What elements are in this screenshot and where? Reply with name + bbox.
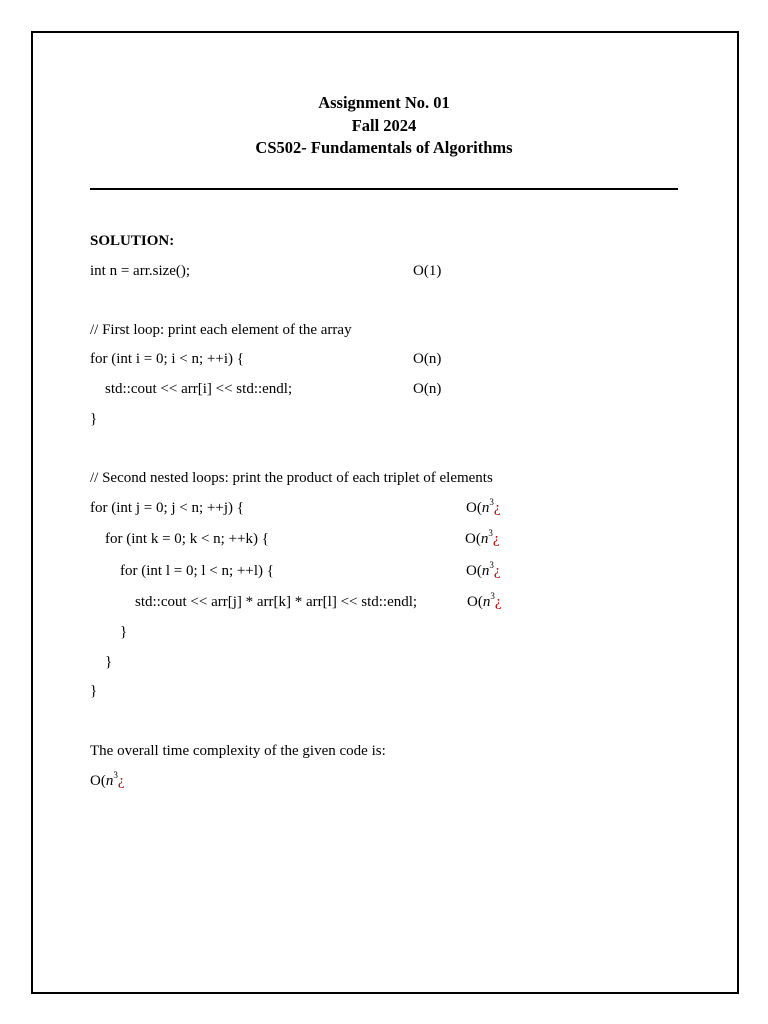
overall-complexity: $O(n^3¿$ <box>90 770 125 789</box>
complexity-for-l: $O(n^3¿$ <box>466 560 501 579</box>
header-divider <box>90 188 678 190</box>
code-line-cout-i: std::cout << arr[i] << std::endl; <box>105 381 293 397</box>
solution-label: SOLUTION: <box>90 233 175 249</box>
complexity-for-j: $O(n^3¿$ <box>466 497 501 516</box>
complexity-for-k: $O(n^3¿$ <box>465 528 500 547</box>
complexity-size: O(1) <box>413 263 442 279</box>
code-line-close-j: } <box>90 683 98 699</box>
code-line-close-1: } <box>90 411 98 427</box>
code-line-for-i: for (int i = 0; i < n; ++i) { <box>90 351 244 367</box>
code-line-for-k: for (int k = 0; k < n; ++k) { <box>105 531 269 547</box>
code-line-size: int n = arr.size(); <box>90 263 191 279</box>
assignment-title: Assignment No. 01 <box>318 93 450 112</box>
conclusion-text: The overall time complexity of the given code is: <box>90 743 386 759</box>
code-line-for-l: for (int l = 0; l < n; ++l) { <box>120 563 274 579</box>
code-line-close-l: } <box>120 624 128 640</box>
complexity-cout-i: O(n) <box>413 381 442 397</box>
code-line-cout-triplet: std::cout << arr[j] * arr[k] * arr[l] << std::endl; <box>135 594 418 610</box>
course-title: CS502- Fundamentals of Algorithms <box>255 138 513 157</box>
comment-nested-loops: // Second nested loops: print the product of each triplet of elements <box>90 470 493 486</box>
comment-first-loop: // First loop: print each element of the array <box>90 322 352 338</box>
complexity-for-i: O(n) <box>413 351 442 367</box>
complexity-cout-triplet: $O(n^3¿$ <box>467 591 502 610</box>
document-header <box>31 92 737 160</box>
semester: Fall 2024 <box>351 115 417 135</box>
code-line-close-k: } <box>105 654 113 670</box>
code-line-for-j: for (int j = 0; j < n; ++j) { <box>90 500 244 516</box>
